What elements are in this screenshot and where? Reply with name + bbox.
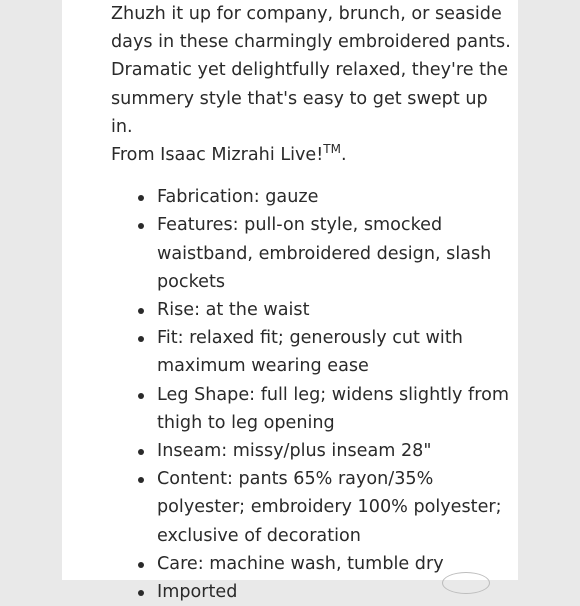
description-line: summery style that's easy to get swept up in. xyxy=(111,88,488,137)
feature-line: polyester; embroidery 100% polyester; xyxy=(157,497,502,518)
description-line: From Isaac Mizrahi Live! xyxy=(111,145,324,166)
bullet-dot xyxy=(138,223,144,229)
bullet-dot xyxy=(138,336,144,342)
feature-line: pockets xyxy=(157,271,226,292)
bullet-dot xyxy=(138,590,144,596)
description-line: Zhuzh it up for company, brunch, or seaside xyxy=(111,4,502,24)
feature-line: Fit: relaxed fit; generously cut with xyxy=(157,328,463,349)
product-description xyxy=(111,0,511,606)
partial-circle-decoration xyxy=(442,572,490,594)
feature-item-leg-shape xyxy=(111,381,511,437)
bullet-dot xyxy=(138,449,144,455)
feature-item-inseam xyxy=(111,437,511,465)
feature-line: Leg Shape: full leg; widens slightly from xyxy=(157,384,509,405)
feature-line: Fabrication: gauze xyxy=(157,187,319,208)
feature-item-features xyxy=(111,211,511,296)
feature-line: maximum wearing ease xyxy=(157,356,369,377)
feature-line: waistband, embroidered design, slash xyxy=(157,243,492,264)
feature-line: Imported xyxy=(157,582,238,603)
feature-item-rise xyxy=(111,296,511,324)
description-period: . xyxy=(340,145,347,166)
feature-line: Features: pull-on style, smocked xyxy=(157,215,443,236)
bullet-dot xyxy=(138,195,144,201)
feature-line: exclusive of decoration xyxy=(157,525,361,546)
bullet-dot xyxy=(138,477,144,483)
feature-line: Content: pants 65% rayon/35% xyxy=(157,469,434,490)
description-paragraph xyxy=(111,0,511,169)
bullet-dot xyxy=(138,393,144,399)
trademark-symbol: TM xyxy=(323,142,341,157)
feature-item-fit xyxy=(111,324,511,380)
product-description-panel xyxy=(62,0,518,603)
description-line: days in these charmingly embroidered pants. xyxy=(111,32,511,53)
description-line: Dramatic yet delightfully relaxed, they're the xyxy=(111,60,509,81)
feature-item-fabrication xyxy=(111,183,511,211)
feature-line: Care: machine wash, tumble dry xyxy=(157,553,444,574)
feature-item-content xyxy=(111,465,511,550)
feature-line: thigh to leg opening xyxy=(157,412,335,433)
bullet-dot xyxy=(138,562,144,568)
feature-line: Rise: at the waist xyxy=(157,300,310,321)
feature-line: Inseam: missy/plus inseam 28" xyxy=(157,441,432,462)
bullet-dot xyxy=(138,308,144,314)
feature-list xyxy=(111,183,511,606)
